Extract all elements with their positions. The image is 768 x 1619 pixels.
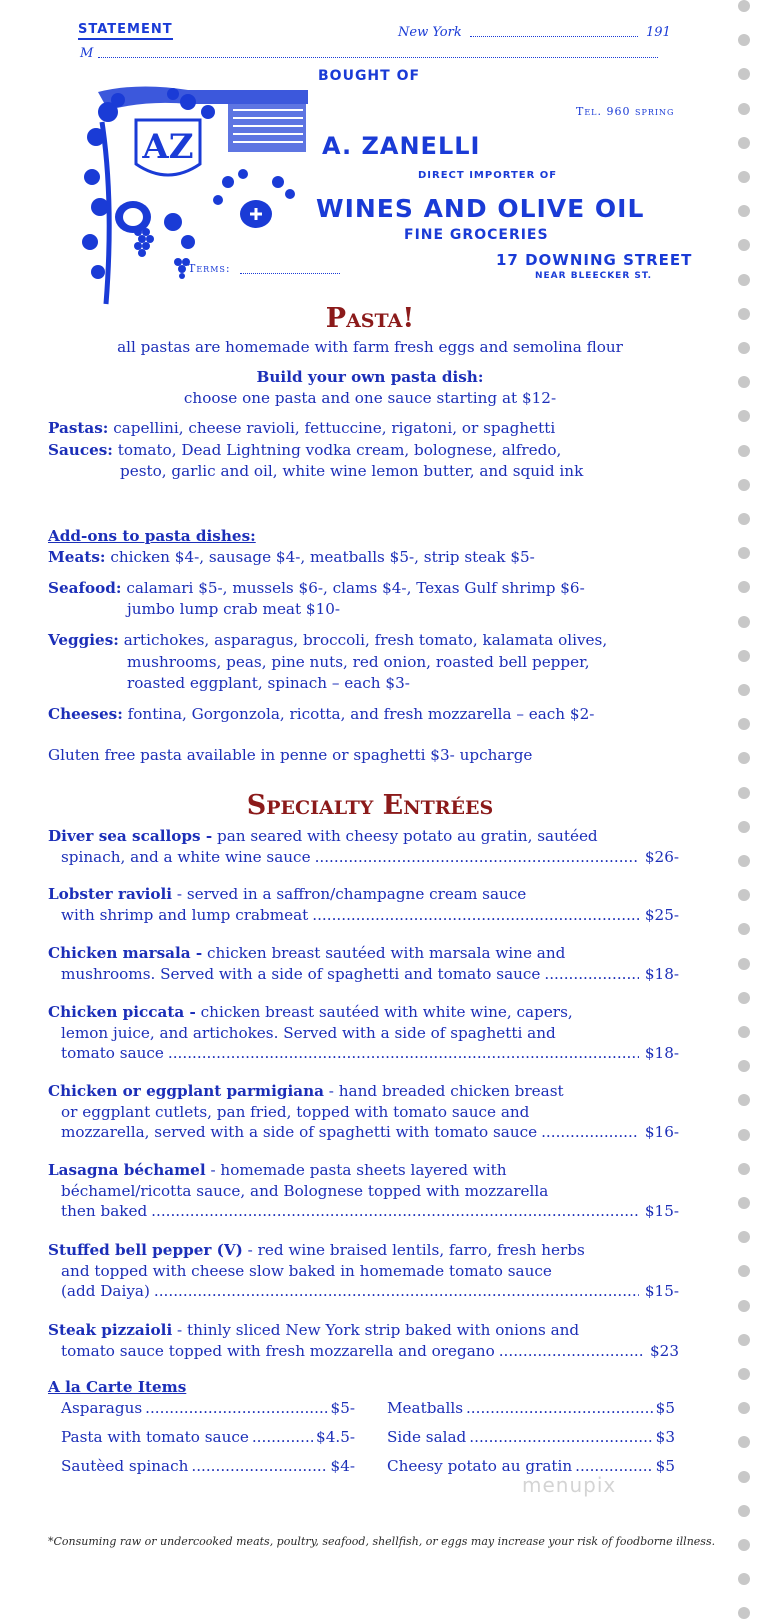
alacarte-item-name: Sautèed spinach [61,1457,189,1475]
alacarte-item-price: $4.5- [316,1428,355,1446]
entree-price: $26- [644,847,679,866]
sauces-line [48,440,561,461]
fine-groceries: FINE GROCERIES [404,227,549,243]
entree-line-1 [48,884,526,905]
m-dotted-line [98,57,658,58]
dot-leader [252,1427,313,1448]
alacarte-item-price: $3 [655,1428,675,1446]
year-label: 191 [646,25,671,40]
meats-label: Meats: [48,548,106,566]
alacarte-item-price: $5- [330,1399,355,1417]
alacarte-item-name: Asparagus [61,1399,143,1417]
veggies-label: Veggies: [48,631,119,649]
alacarte-item [61,1398,355,1419]
binder-hole [738,1402,750,1414]
entree-name: Chicken or eggplant parmigiana [48,1082,324,1100]
pastas-line [48,418,555,439]
entree-name: Chicken piccata - [48,1003,196,1021]
entree-description: or eggplant cutlets, pan fried, topped with tomato sauce and [61,1102,530,1121]
city-label: New York [398,25,462,40]
entree-line-1 [48,1160,507,1181]
pastas-label: Pastas: [48,419,109,437]
entree-line-1 [48,826,598,847]
binder-hole [738,855,750,867]
entree-name: Diver sea scallops - [48,827,213,845]
entree-name: Lasagna béchamel [48,1161,206,1179]
monogram: AZ [142,127,194,167]
m-label: M [80,46,94,61]
entree-description: lemon juice, and artichokes. Served with a side of spaghetti and [61,1023,556,1042]
entree-description: mushrooms. Served with a side of spaghetti and tomato sauce [61,964,541,983]
binder-hole [738,821,750,833]
entree-price: $25- [644,905,679,924]
alacarte-item-name: Cheesy potato au gratin [387,1457,573,1475]
seafood-label: Seafood: [48,579,122,597]
binder-hole [738,650,750,662]
cheeses-line [48,704,594,725]
binder-hole [738,1607,750,1619]
alacarte-item-price: $4- [330,1457,355,1475]
entree-description: with shrimp and lump crabmeat [61,905,309,924]
alacarte-item-name: Side salad [387,1428,467,1446]
dot-leader [469,1427,652,1448]
entree-price: $18- [644,1044,679,1062]
entree-line-1 [48,1002,573,1023]
seafood-text-1: calamari $5-, mussels $6-, clams $4-, Texas Gulf shrimp $6- [126,579,585,597]
entree-line-1 [48,1081,564,1102]
dot-leader [312,905,639,926]
binder-hole [738,547,750,559]
binder-hole [738,752,750,764]
entree-description: chicken breast sautéed with white wine, capers, [195,1003,573,1021]
entree-line-2 [61,1023,556,1044]
entree-name: Stuffed bell pepper (V) [48,1241,243,1259]
street-address: 17 DOWNING STREET [496,251,693,269]
binder-hole [738,1334,750,1346]
meats-line [48,547,535,568]
entree-line-2 [61,1341,679,1362]
entree-description: tomato sauce topped with fresh mozzarella and oregano [61,1341,495,1360]
gluten-free-note: Gluten free pasta available in penne or spaghetti $3- upcharge [48,746,533,764]
entree-name: Steak pizzaioli [48,1321,173,1339]
entree-description: - hand breaded chicken breast [323,1082,564,1100]
entree-description: - homemade pasta sheets layered with [205,1161,507,1179]
binder-hole [738,718,750,730]
entree-line-3 [61,1122,679,1143]
meats-text: chicken $4-, sausage $4-, meatballs $5-, strip steak $5- [110,548,535,566]
entree-name: Lobster ravioli [48,885,173,903]
binder-hole [738,923,750,935]
entree-name: Chicken marsala - [48,944,203,962]
dot-leader [499,1341,644,1362]
foodborne-disclaimer: *Consuming raw or undercooked meats, poultry, seafood, shellfish, or eggs may increase your risk of foodborne illness. [48,1535,716,1548]
alacarte-heading: A la Carte Items [48,1378,187,1396]
entree-price: $15- [644,1282,679,1300]
binder-hole [738,1471,750,1483]
binder-hole [738,1573,750,1585]
bought-of-label: BOUGHT OF [318,68,421,84]
binder-hole [738,1129,750,1141]
binder-hole [738,1197,750,1209]
dot-leader [145,1398,327,1419]
entree-description: chicken breast sautéed with marsala wine and [202,944,566,962]
wines-and-olive-oil: WINES AND OLIVE OIL [316,194,645,223]
company-name: A. ZANELLI [322,132,481,160]
dot-leader [191,1456,327,1477]
alacarte-item-name: Meatballs [387,1399,463,1417]
entree-line-3 [61,1201,679,1222]
binder-hole [738,992,750,1004]
pasta-subtitle: all pastas are homemade with farm fresh eggs and semolina flour [117,338,623,356]
dot-leader [541,1122,639,1143]
dot-leader [315,847,639,868]
addons-heading: Add-ons to pasta dishes: [48,527,256,545]
dot-leader [466,1398,653,1419]
entree-description: (add Daiya) [61,1282,150,1300]
entree-line-2 [61,905,679,926]
entree-line-3 [61,1043,679,1064]
entree-line-2 [61,1102,529,1123]
entree-line-1 [48,1240,585,1261]
dot-leader [151,1201,639,1222]
binder-hole [738,410,750,422]
binder-hole [738,513,750,525]
entree-line-2 [61,964,679,985]
alacarte-item [387,1427,675,1448]
entree-price: $23 [650,1341,679,1360]
binder-hole [738,616,750,628]
direct-importer-label: DIRECT IMPORTER OF [418,170,558,181]
watermark: menupix [522,1473,617,1497]
alacarte-item-price: $5 [655,1399,675,1417]
pastas-text: capellini, cheese ravioli, fettuccine, rigatoni, or spaghetti [113,419,556,437]
entree-description: - red wine braised lentils, farro, fresh herbs [242,1241,585,1259]
binder-hole [738,1300,750,1312]
entree-description: then baked [61,1202,148,1220]
entree-line-1 [48,1320,579,1341]
binder-hole [738,1094,750,1106]
veggies-text-3: roasted eggplant, spinach – each $3- [127,674,410,692]
near-bleecker: NEAR BLEECKER ST. [535,271,653,281]
entree-price: $18- [644,964,679,983]
entree-description: pan seared with cheesy potato au gratin, sautéed [212,827,598,845]
sauces-label: Sauces: [48,441,113,459]
binder-hole [738,1436,750,1448]
sauces-text-1: tomato, Dead Lightning vodka cream, bolognese, alfredo, [117,441,562,459]
binder-hole [738,1368,750,1380]
binder-hole [738,889,750,901]
alacarte-item [61,1427,355,1448]
letterhead [0,0,740,320]
veggies-line [48,630,607,651]
alacarte-item [387,1398,675,1419]
cheeses-text: fontina, Gorgonzola, ricotta, and fresh mozzarella – each $2- [127,705,595,723]
pasta-title: Pasta! [325,303,415,334]
entree-line-2 [61,847,679,868]
terms-dotted-line [240,273,340,274]
binder-hole [738,958,750,970]
sauces-text-2: pesto, garlic and oil, white wine lemon butter, and squid ink [120,462,584,480]
entree-description: béchamel/ricotta sauce, and Bolognese topped with mozzarella [61,1181,549,1200]
entree-description: mozzarella, served with a side of spaghetti with tomato sauce [61,1123,538,1141]
build-heading: Build your own pasta dish: [256,368,484,386]
dot-leader [154,1281,639,1302]
binder-hole [738,1265,750,1277]
entree-line-3 [61,1281,679,1302]
alacarte-item-name: Pasta with tomato sauce [61,1428,249,1446]
binder-hole [738,1163,750,1175]
entree-description: - thinly sliced New York strip baked with onions and [172,1321,580,1339]
binder-hole [738,1060,750,1072]
entree-description: and topped with cheese slow baked in homemade tomato sauce [61,1261,552,1280]
veggies-text-2: mushrooms, peas, pine nuts, red onion, roasted bell pepper, [127,653,590,671]
entree-description: tomato sauce [61,1044,164,1062]
alacarte-item-price: $5 [655,1457,675,1475]
entree-price: $15- [644,1202,679,1220]
cheeses-label: Cheeses: [48,705,123,723]
binder-hole [738,479,750,491]
entree-line-2 [61,1261,552,1282]
binder-holes [738,0,752,1605]
binder-hole [738,684,750,696]
entree-price: $16- [644,1123,679,1141]
binder-hole [738,1231,750,1243]
binder-hole [738,1505,750,1517]
date-dotted-line [470,36,638,37]
terms-label: Terms: [188,262,231,275]
build-text: choose one pasta and one sauce starting at $12- [183,389,557,407]
binder-hole [738,581,750,593]
dot-leader [544,964,638,985]
dot-leader [168,1043,639,1064]
binder-hole [738,445,750,457]
binder-hole [738,1026,750,1038]
seafood-line [48,578,585,599]
alacarte-item [61,1456,355,1477]
veggies-text-1: artichokes, asparagus, broccoli, fresh tomato, kalamata olives, [123,631,608,649]
entree-description: spinach, and a white wine sauce [61,847,311,866]
statement-label: STATEMENT [78,22,173,40]
specialty-title: Specialty Entrées [246,790,494,821]
telephone: Tel. 960 spring [576,105,675,118]
entree-line-2 [61,1181,548,1202]
entree-description: - served in a saffron/champagne cream sauce [172,885,527,903]
entree-line-1 [48,943,565,964]
binder-hole [738,1539,750,1551]
seafood-text-2: jumbo lump crab meat $10- [127,600,341,618]
